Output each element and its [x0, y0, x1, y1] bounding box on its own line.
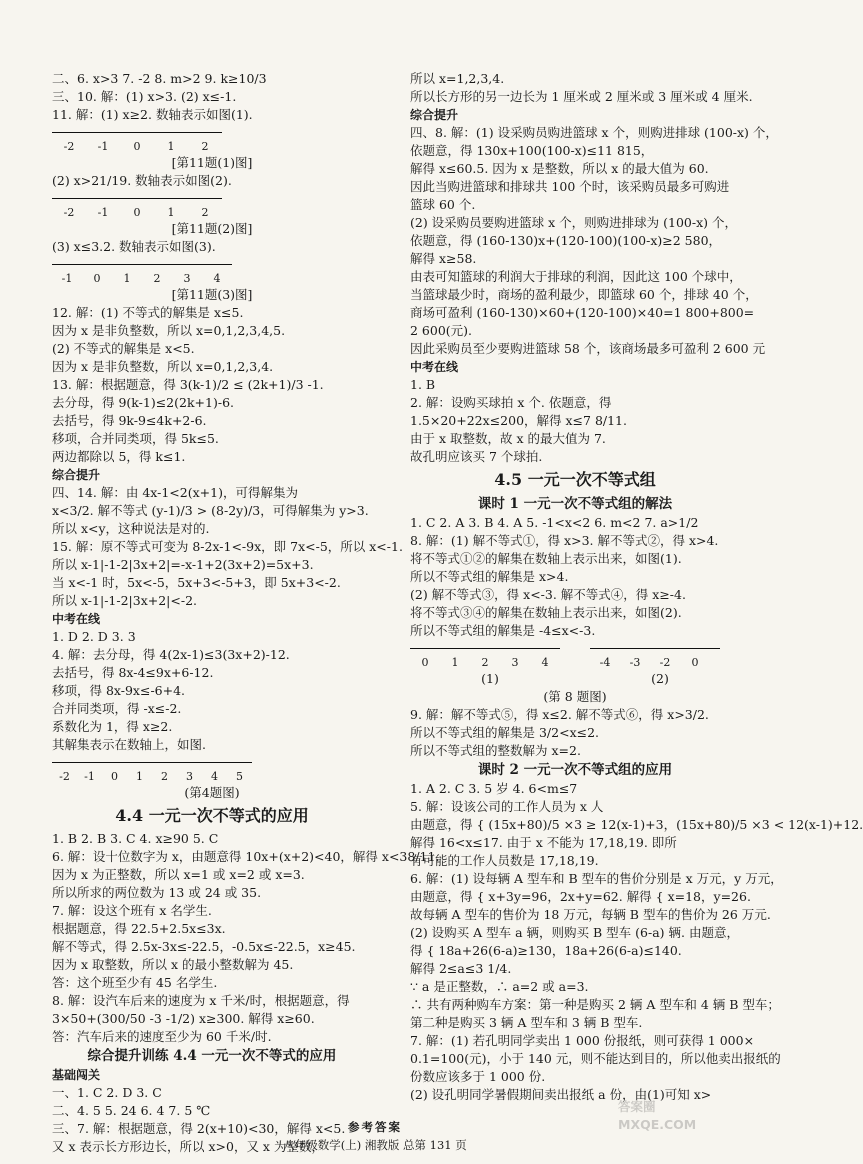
answer-line: 答：汽车后来的速度至少为 60 千米/时. [52, 1029, 272, 1044]
answer-line: 1. B [410, 377, 436, 392]
answer-line: 15. 解：原不等式可变为 8-2x-1<-9x，即 7x<-5，所以 x<-1. [52, 539, 403, 554]
answer-line: 三、7. 解：根据题意，得 2(x+10)<30，解得 x<5. [52, 1121, 346, 1136]
answer-line: 二、6. x>3 7. -2 8. m>2 9. k≥10/3 [52, 71, 267, 86]
number-line-q11-1 [52, 126, 372, 152]
answer-line: 两边都除以 5，得 k≤1. [52, 449, 186, 464]
answer-line: 因为 x 是非负整数，所以 x=0,1,2,3,4,5. [52, 323, 286, 338]
answer-line: 因此当购进篮球和排球共 100 个时，该采购员最多可购进 [410, 179, 730, 194]
answer-line: 答：这个班至少有 45 名学生. [52, 975, 218, 990]
answer-line: (3) x≤3.2. 数轴表示如图(3). [52, 239, 216, 254]
answer-line: 商场可盈利 (160-130)×60+(120-100)×40=1 800+800= [410, 305, 755, 320]
right-column [410, 70, 863, 1104]
figure-caption: (2) [651, 671, 669, 686]
answer-line: 所以不等式组的整数解为 x=2. [410, 743, 581, 758]
answer-line: 去括号，得 9k-9≤4k+2-6. [52, 413, 207, 428]
answer-line: 二、4. 5 5. 24 6. 4 7. 5 ℃ [52, 1103, 211, 1118]
answer-line: 1. A 2. C 3. 5 岁 4. 6<m≤7 [410, 781, 578, 796]
answer-line: 解得 x≥58. [410, 251, 477, 266]
answer-line: 四、14. 解：由 4x-1<2(x+1)，可得解集为 [52, 485, 298, 500]
answer-line: 故孔明应该买 7 个球拍. [410, 449, 543, 464]
answer-line: 7. 解：(1) 若孔明同学卖出 1 000 份报纸，则可获得 1 000× [410, 1033, 755, 1048]
watermark-logo: 答案圈 MXQE.COM [618, 1099, 697, 1132]
figure-caption: [第11题(2)图] [171, 221, 253, 236]
section-title: 4.4 一元一次不等式的应用 [115, 806, 309, 825]
answer-line: ∴ 共有两种购车方案：第一种是购买 2 辆 A 型车和 4 辆 B 型车； [410, 997, 780, 1012]
figure-caption: (第 8 题图) [543, 689, 607, 704]
section-heading: 中考在线 [410, 360, 459, 374]
answer-line: (2) 不等式的解集是 x<5. [52, 341, 195, 356]
answer-line: 1.5×20+22x≤200，解得 x≤7 8/11. [410, 413, 627, 428]
answer-line: 由题意，得 { (15x+80)/5 ×3 ≥ 12(x-1)+3，(15x+80)/5 ×3 < 12(x-1)+12. [410, 817, 863, 832]
answer-line: (2) 设采购员要购进篮球 x 个，则购进排球为 (100-x) 个， [410, 215, 738, 230]
answer-line: 7. 解：设这个班有 x 名学生. [52, 903, 212, 918]
tick-labels: -2 -1 0 1 2 3 4 5 [59, 770, 243, 783]
answer-line: 3×50+(300/50 -3 -1/2) x≥300. 解得 x≥60. [52, 1011, 315, 1026]
answer-line: 有可能的工作人员数是 17,18,19. [410, 853, 599, 868]
answer-line: 所以不等式组的解集是 -4≤x<-3. [410, 623, 596, 638]
section-title: 综合提升训练 4.4 一元一次不等式的应用 [87, 1048, 337, 1064]
figure-caption: (第4题图) [184, 785, 240, 800]
answer-line: 合并同类项，得 -x≤-2. [52, 701, 182, 716]
answer-line: 由表可知篮球的利润大于排球的利润，因此这 100 个球中， [410, 269, 742, 284]
answer-line: 由于 x 取整数，故 x 的最大值为 7. [410, 431, 606, 446]
answer-line: 8. 解：设汽车后来的速度为 x 千米/时，根据题意，得 [52, 993, 350, 1008]
tick-labels: -1 0 1 2 3 4 [61, 272, 221, 285]
answer-line: 三、10. 解：(1) x>3. (2) x≤-1. [52, 89, 237, 104]
answer-line: 四、8. 解：(1) 设采购员购进篮球 x 个，则购进排球 (100-x) 个， [410, 125, 778, 140]
number-line-q8-1 [410, 642, 570, 668]
answer-line: 所以 x=1,2,3,4. [410, 71, 505, 86]
tick-labels: 0 1 2 3 4 [421, 656, 549, 669]
answer-line: 6. 解：设十位数字为 x，由题意得 10x+(x+2)<40，解得 x<38/11. [52, 849, 440, 864]
answer-line: (2) 设孔明同学暑假期间卖出报纸 a 份，由(1)可知 x> [410, 1087, 712, 1102]
answer-line: 根据题意，得 22.5+2.5x≤3x. [52, 921, 226, 936]
answer-line: 所以 x<y，这种说法是对的. [52, 521, 210, 536]
answer-line: 因为 x 是非负整数，所以 x=0,1,2,3,4. [52, 359, 274, 374]
answer-line: 份数应该多于 1 000 份. [410, 1069, 546, 1084]
answer-line: 所以所求的两位数为 13 或 24 或 35. [52, 885, 262, 900]
answer-line: 9. 解：解不等式⑤，得 x≤2. 解不等式⑥，得 x>3/2. [410, 707, 709, 722]
answer-line: 由题意，得 { x+3y=96，2x+y=62. 解得 { x=18，y=26. [410, 889, 751, 904]
answer-line: 因为 x 为正整数，所以 x=1 或 x=2 或 x=3. [52, 867, 305, 882]
footer-info: 八年级数学(上) 湘教版 总第 131 页 [283, 1138, 467, 1152]
answer-line: 6. 解：(1) 设每辆 A 型车和 B 型车的售价分别是 x 万元，y 万元， [410, 871, 783, 886]
section-heading: 综合提升 [410, 108, 459, 122]
answer-line: 将不等式③④的解集在数轴上表示出来，如图(2). [410, 605, 682, 620]
answer-line: 所以 x-1|-1-2|3x+2|<-2. [52, 593, 198, 608]
answer-line: x<3/2. 解不等式 (y-1)/3 > (8-2y)/3，可得解集为 y>3. [52, 503, 369, 518]
answer-line: 8. 解：(1) 解不等式①，得 x>3. 解不等式②，得 x>4. [410, 533, 719, 548]
answer-line: 去括号，得 8x-4≤9x+6-12. [52, 665, 214, 680]
q8-figures [410, 640, 740, 688]
answer-line: 因为 x 取整数，所以 x 的最小整数解为 45. [52, 957, 294, 972]
tick-labels: -2 -1 0 1 2 [63, 140, 209, 153]
answer-line: 第二种是购买 3 辆 A 型车和 3 辆 B 型车. [410, 1015, 643, 1030]
answer-line: 依题意，得 130x+100(100-x)≤11 815， [410, 143, 654, 158]
answer-line: 解不等式，得 2.5x-3x≤-22.5，-0.5x≤-22.5，x≥45. [52, 939, 356, 954]
answer-line: (2) 解不等式③，得 x<-3. 解不等式④，得 x≥-4. [410, 587, 686, 602]
number-line-q8-2 [590, 642, 730, 668]
answer-line: 去分母，得 9(k-1)≤2(2k+1)-6. [52, 395, 234, 410]
answer-line: 所以不等式组的解集是 3/2<x≤2. [410, 725, 600, 740]
answer-line: 解得 2≤a≤3 1/4. [410, 961, 512, 976]
answer-line: 1. C 2. A 3. B 4. A 5. -1<x<2 6. m<2 7. a>1/2 [410, 515, 699, 530]
answer-line: 依题意，得 (160-130)x+(120-100)(100-x)≥2 580， [410, 233, 722, 248]
answer-line: 因此采购员至少要购进篮球 58 个，该商场最多可盈利 2 600 元 [410, 341, 766, 356]
answer-line: 2. 解：设购买球拍 x 个. 依题意，得 [410, 395, 612, 410]
answer-line: (2) 设购买 A 型车 a 辆，则购买 B 型车 (6-a) 辆. 由题意， [410, 925, 739, 940]
answer-line: 篮球 60 个. [410, 197, 476, 212]
section-title: 4.5 一元一次不等式组 [494, 470, 656, 489]
answer-line: (2) x>21/19. 数轴表示如图(2). [52, 173, 232, 188]
answer-line: ∵ a 是正整数，∴ a=2 或 a=3. [410, 979, 589, 994]
answer-line: 移项，得 8x-9x≤-6+4. [52, 683, 186, 698]
answer-line: 解得 16<x≤17. 由于 x 不能为 17,18,19. 即所 [410, 835, 677, 850]
answer-line: 所以长方形的另一边长为 1 厘米或 2 厘米或 3 厘米或 4 厘米. [410, 89, 753, 104]
answer-line: 所以不等式组的解集是 x>4. [410, 569, 569, 584]
figure-caption: [第11题(3)图] [171, 287, 253, 302]
footer-title: 参考答案 [348, 1120, 402, 1134]
answer-line: 故每辆 A 型车的售价为 18 万元，每辆 B 型车的售价为 26 万元. [410, 907, 771, 922]
answer-line: 将不等式①②的解集在数轴上表示出来，如图(1). [410, 551, 682, 566]
answer-line: 13. 解：根据题意，得 3(k-1)/2 ≤ (2k+1)/3 -1. [52, 377, 324, 392]
tick-labels: -4 -3 -2 0 [599, 656, 699, 669]
answer-line: 所以 x-1|-1-2|3x+2|=-x-1+2(3x+2)=5x+3. [52, 557, 314, 572]
figure-caption: (1) [481, 671, 499, 686]
figure-caption: [第11题(1)图] [171, 155, 253, 170]
number-line-q11-2 [52, 192, 372, 218]
answer-line: 1. B 2. B 3. C 4. x≥90 5. C [52, 831, 219, 846]
answer-line: 一、1. C 2. D 3. C [52, 1085, 162, 1100]
lesson-title: 课时 2 一元一次不等式组的应用 [477, 762, 673, 778]
answer-line: 得 { 18a+26(6-a)≥130，18a+26(6-a)≤140. [410, 943, 682, 958]
answer-line: 12. 解：(1) 不等式的解集是 x≤5. [52, 305, 244, 320]
answer-line: 其解集表示在数轴上，如图. [52, 737, 206, 752]
answer-line: 当 x<-1 时，5x<-5，5x+3<-5+3，即 5x+3<-2. [52, 575, 341, 590]
lesson-title: 课时 1 一元一次不等式组的解法 [477, 496, 673, 512]
answer-line: 解得 x≤60.5. 因为 x 是整数，所以 x 的最大值为 60. [410, 161, 709, 176]
answer-line: 2 600(元). [410, 323, 473, 338]
answer-line: 系数化为 1，得 x≥2. [52, 719, 173, 734]
number-line-q4 [52, 756, 372, 782]
answer-line: 5. 解：设该公司的工作人员为 x 人 [410, 799, 604, 814]
section-heading: 综合提升 [52, 468, 101, 482]
section-heading: 中考在线 [52, 612, 101, 626]
answer-line: 移项，合并同类项，得 5k≤5. [52, 431, 219, 446]
answer-line: 0.1=100(元)，小于 140 元，则不能达到目的，所以他卖出报纸的 [410, 1051, 781, 1066]
number-line-q11-3 [52, 258, 372, 284]
section-heading: 基础闯关 [52, 1068, 101, 1082]
tick-labels: -2 -1 0 1 2 [63, 206, 209, 219]
answer-line: 4. 解：去分母，得 4(2x-1)≤3(3x+2)-12. [52, 647, 290, 662]
answer-line: 11. 解：(1) x≥2. 数轴表示如图(1). [52, 107, 253, 122]
answer-line: 当篮球最少时，商场的盈利最少，即篮球 60 个，排球 40 个， [410, 287, 758, 302]
answer-line: 1. D 2. D 3. 3 [52, 629, 136, 644]
answer-line: 又 x 表示长方形边长，所以 x>0，又 x 为整数， [52, 1139, 324, 1154]
